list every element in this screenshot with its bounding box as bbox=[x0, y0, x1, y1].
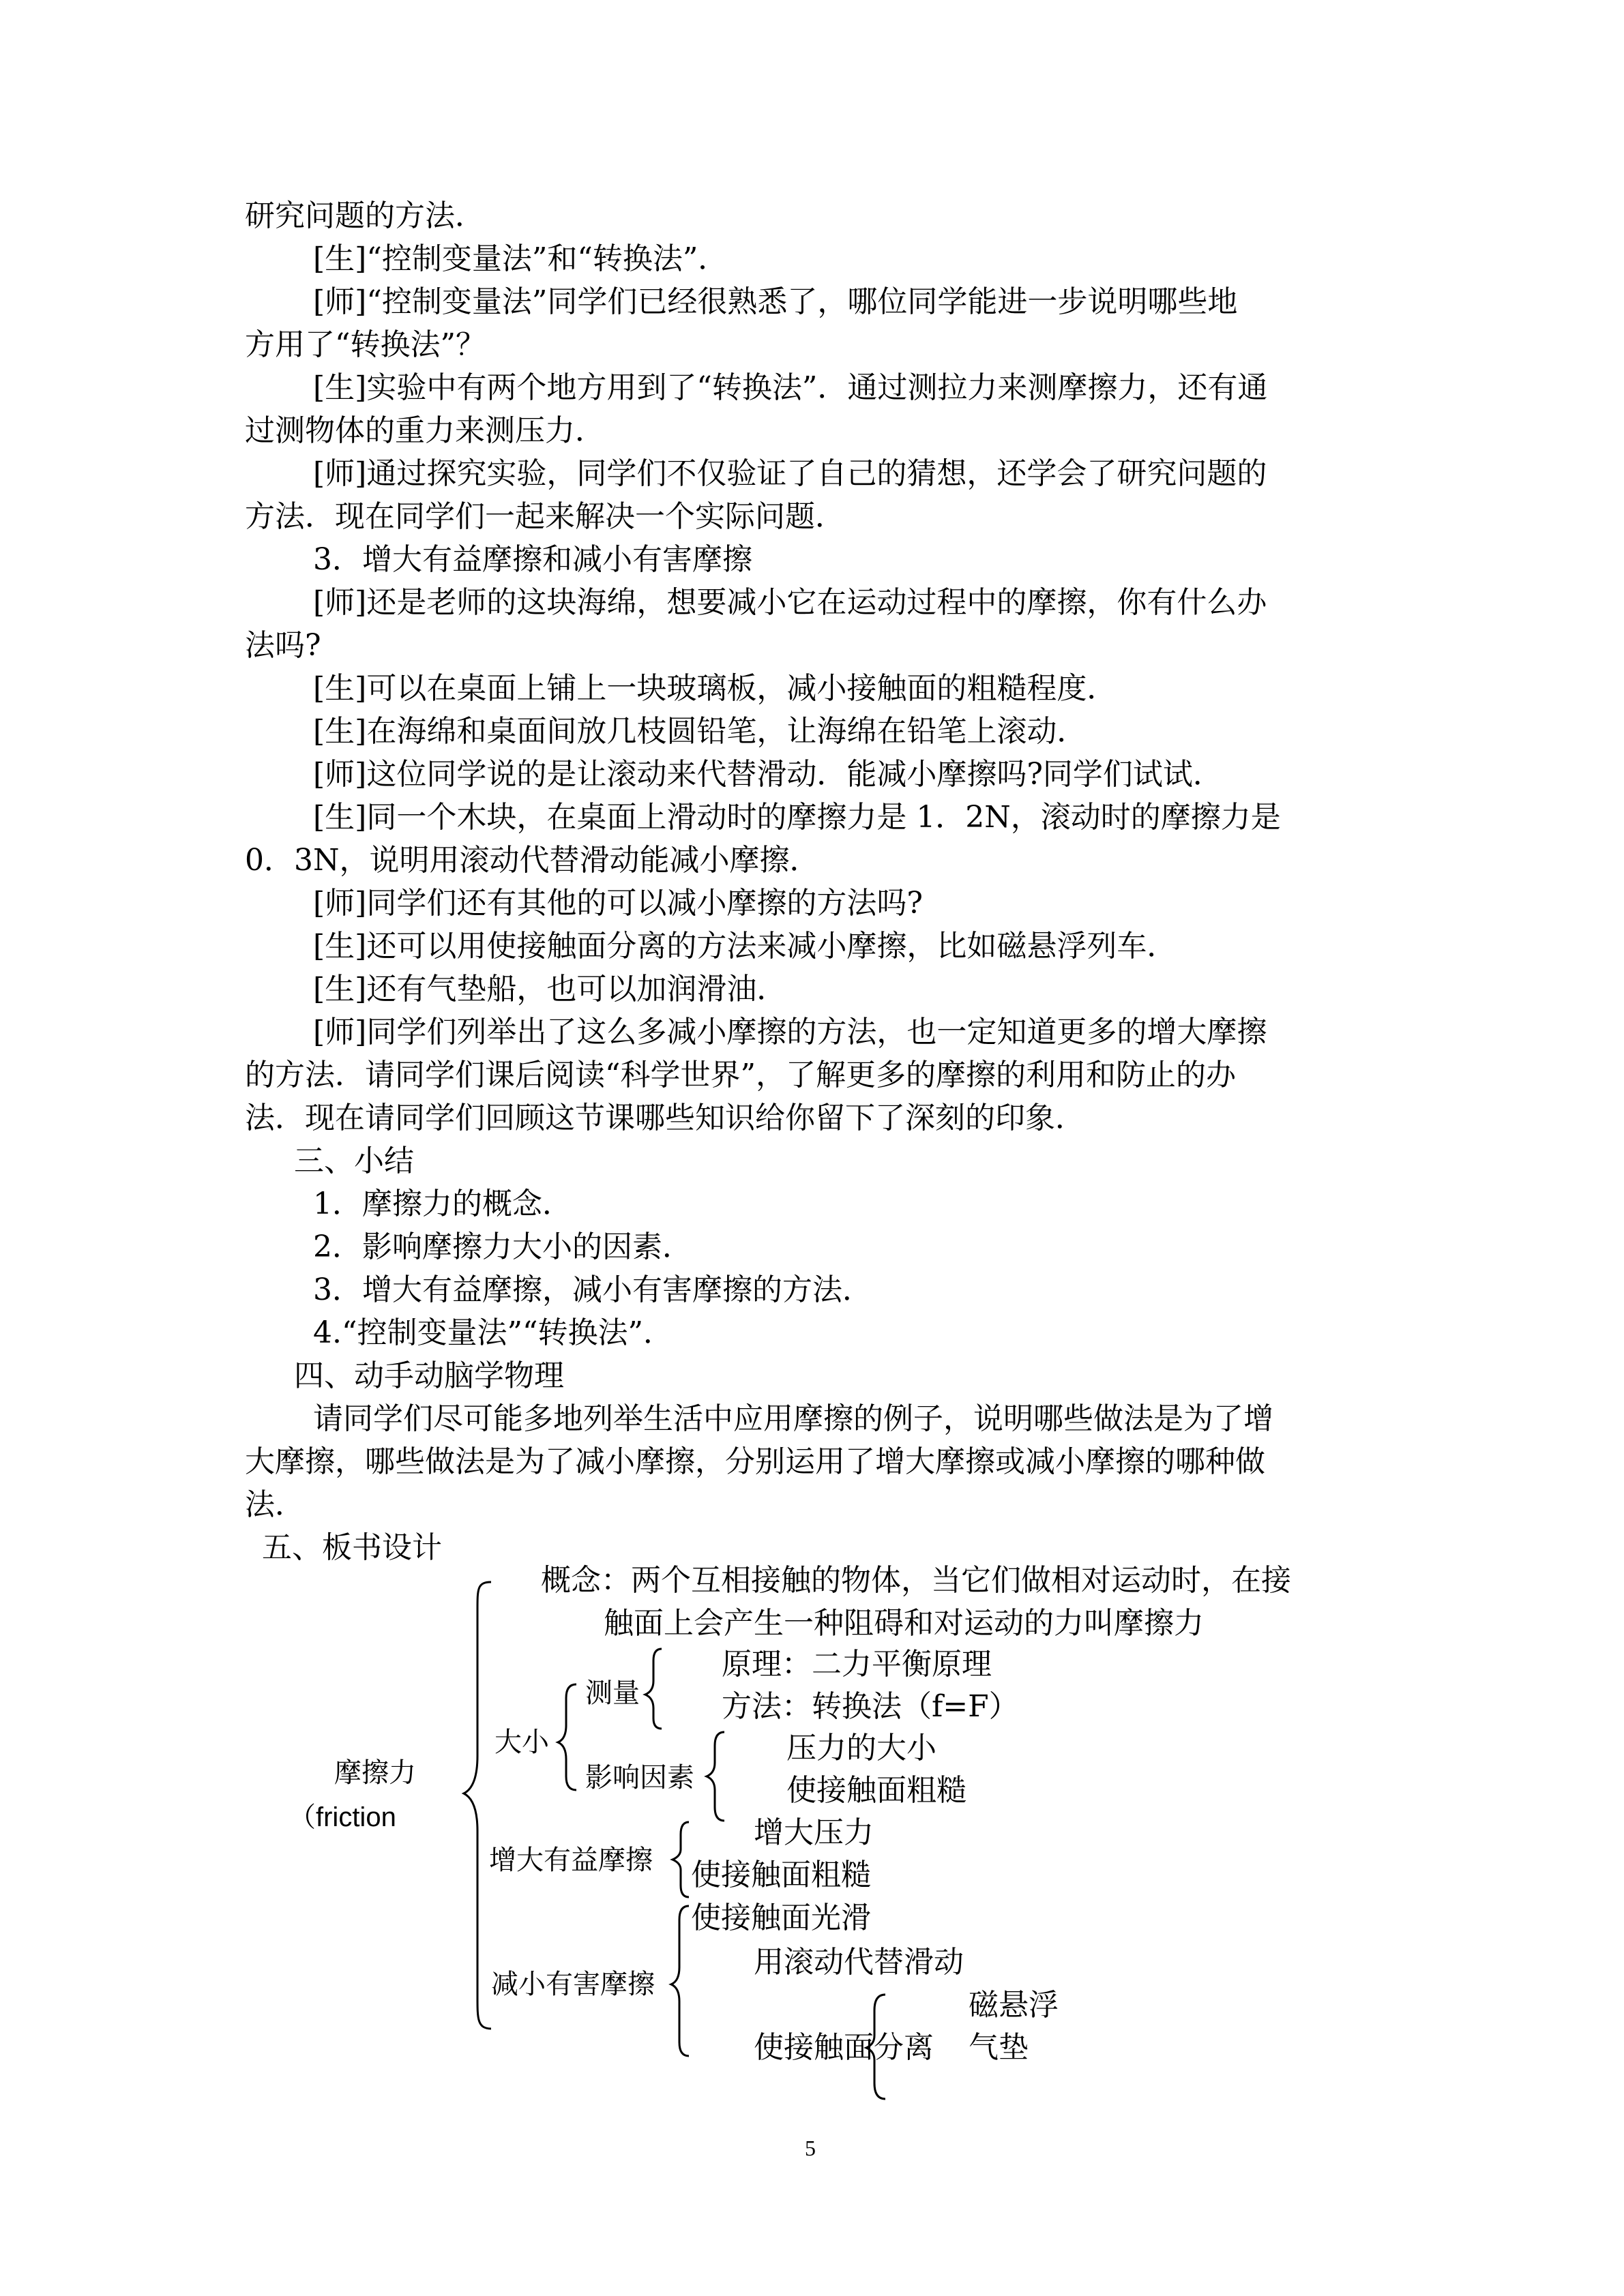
board-concept-line1: 概念：两个互相接触的物体，当它们做相对运动时，在接 bbox=[541, 1563, 1291, 1598]
text-line: 法． bbox=[245, 1487, 305, 1522]
main-brace bbox=[464, 1582, 491, 2029]
section-heading: 3．增大有益摩擦和减小有害摩擦 bbox=[313, 542, 752, 577]
text-line: 研究问题的方法． bbox=[245, 198, 485, 233]
board-root-title: 摩擦力 bbox=[334, 1758, 416, 1788]
reduce-brace bbox=[671, 1906, 689, 2056]
text-line: [生]实验中有两个地方用到了“转换法”．通过测拉力来测摩擦力，还有通 bbox=[313, 370, 1268, 405]
board-size-label: 大小 bbox=[494, 1727, 549, 1757]
board-inc1: 增大压力 bbox=[754, 1815, 874, 1850]
board-factor1: 压力的大小 bbox=[786, 1731, 936, 1765]
text-line: [生]还可以用使接触面分离的方法来减小摩擦，比如磁悬浮列车． bbox=[313, 929, 1177, 964]
factors-brace bbox=[707, 1732, 724, 1821]
text-line: 大摩擦，哪些做法是为了减小摩擦，分别运用了增大摩擦或减小摩擦的哪种做 bbox=[245, 1444, 1265, 1479]
text-line: [师]同学们还有其他的可以减小摩擦的方法吗? bbox=[313, 886, 923, 921]
text-line: 方法．现在同学们一起来解决一个实际问题． bbox=[245, 499, 845, 534]
text-line: [生]“控制变量法”和“转换法”． bbox=[313, 241, 728, 276]
list-item: 3．增大有益摩擦，减小有害摩擦的方法． bbox=[313, 1272, 872, 1307]
section-heading: 四、动手动脑学物理 bbox=[294, 1358, 564, 1393]
board-increase-label: 增大有益摩擦 bbox=[489, 1845, 653, 1875]
board-reduce-label: 减小有害摩擦 bbox=[491, 1969, 655, 1999]
board-red2: 用滚动代替滑动 bbox=[754, 1945, 964, 1980]
measure-brace bbox=[645, 1649, 662, 1729]
board-sep2: 气垫 bbox=[969, 2030, 1029, 2065]
page-number: 5 bbox=[805, 2136, 816, 2160]
text-line: [师]这位同学说的是让滚动来代替滑动．能减小摩擦吗?同学们试试． bbox=[313, 757, 1223, 792]
text-line: 法吗? bbox=[245, 628, 321, 663]
text-line: [生]可以在桌面上铺上一块玻璃板，减小接触面的粗糙程度． bbox=[313, 671, 1117, 706]
text-line: 方用了“转换法”？ bbox=[245, 327, 486, 362]
board-red1: 使接触面光滑 bbox=[691, 1900, 871, 1935]
board-red3: 使接触面分离 bbox=[754, 2030, 934, 2065]
text-line: 过测物体的重力来测压力． bbox=[245, 413, 605, 448]
board-root-sub: （friction bbox=[289, 1802, 396, 1832]
board-method: 方法：转换法（f=F） bbox=[722, 1689, 1019, 1724]
text-line: 0．3N，说明用滚动代替滑动能减小摩擦． bbox=[245, 843, 820, 878]
board-sep1: 磁悬浮 bbox=[969, 1988, 1059, 2023]
text-line: 请同学们尽可能多地列举生活中应用摩擦的例子，说明哪些做法是为了增 bbox=[313, 1401, 1273, 1436]
board-concept-line2: 触面上会产生一种阻碍和对运动的力叫摩擦力 bbox=[604, 1606, 1204, 1641]
text-line: [生]还有气垫船，也可以加润滑油． bbox=[313, 972, 787, 1007]
text-line: [师]“控制变量法”同学们已经很熟悉了，哪位同学能进一步说明哪些地 bbox=[313, 284, 1238, 319]
board-measure-label: 测量 bbox=[585, 1678, 640, 1708]
text-line: [生]在海绵和桌面间放几枝圆铅笔，让海绵在铅笔上滚动． bbox=[313, 714, 1087, 749]
board-inc2: 使接触面粗糙 bbox=[691, 1858, 871, 1892]
text-line: 法．现在请同学们回顾这节课哪些知识给你留下了深刻的印象． bbox=[245, 1101, 1085, 1135]
board-factor2: 使接触面粗糙 bbox=[786, 1773, 966, 1808]
text-line: [师]通过探究实验，同学们不仅验证了自己的猜想，还学会了研究问题的 bbox=[313, 456, 1267, 491]
text-line: [生]同一个木块，在桌面上滑动时的摩擦力是 1．2N，滚动时的摩擦力是 bbox=[313, 800, 1281, 835]
section-heading: 三、小结 bbox=[294, 1144, 414, 1178]
section-heading: 五、板书设计 bbox=[262, 1530, 442, 1565]
list-item: 4.“控制变量法”“转换法”． bbox=[313, 1315, 673, 1350]
size-brace bbox=[558, 1684, 576, 1790]
text-line: 的方法．请同学们课后阅读“科学世界”，了解更多的摩擦的利用和防止的办 bbox=[245, 1058, 1236, 1092]
board-factors-label: 影响因素 bbox=[585, 1763, 694, 1793]
board-principle: 原理：二力平衡原理 bbox=[722, 1647, 992, 1682]
text-line: [师]还是老师的这块海绵，想要减小它在运动过程中的摩擦，你有什么办 bbox=[313, 585, 1267, 620]
list-item: 1．摩擦力的概念． bbox=[313, 1187, 572, 1221]
list-item: 2．影响摩擦力大小的因素． bbox=[313, 1229, 692, 1264]
increase-brace bbox=[673, 1822, 689, 1897]
text-line: [师]同学们列举出了这么多减小摩擦的方法，也一定知道更多的增大摩擦 bbox=[313, 1015, 1267, 1049]
